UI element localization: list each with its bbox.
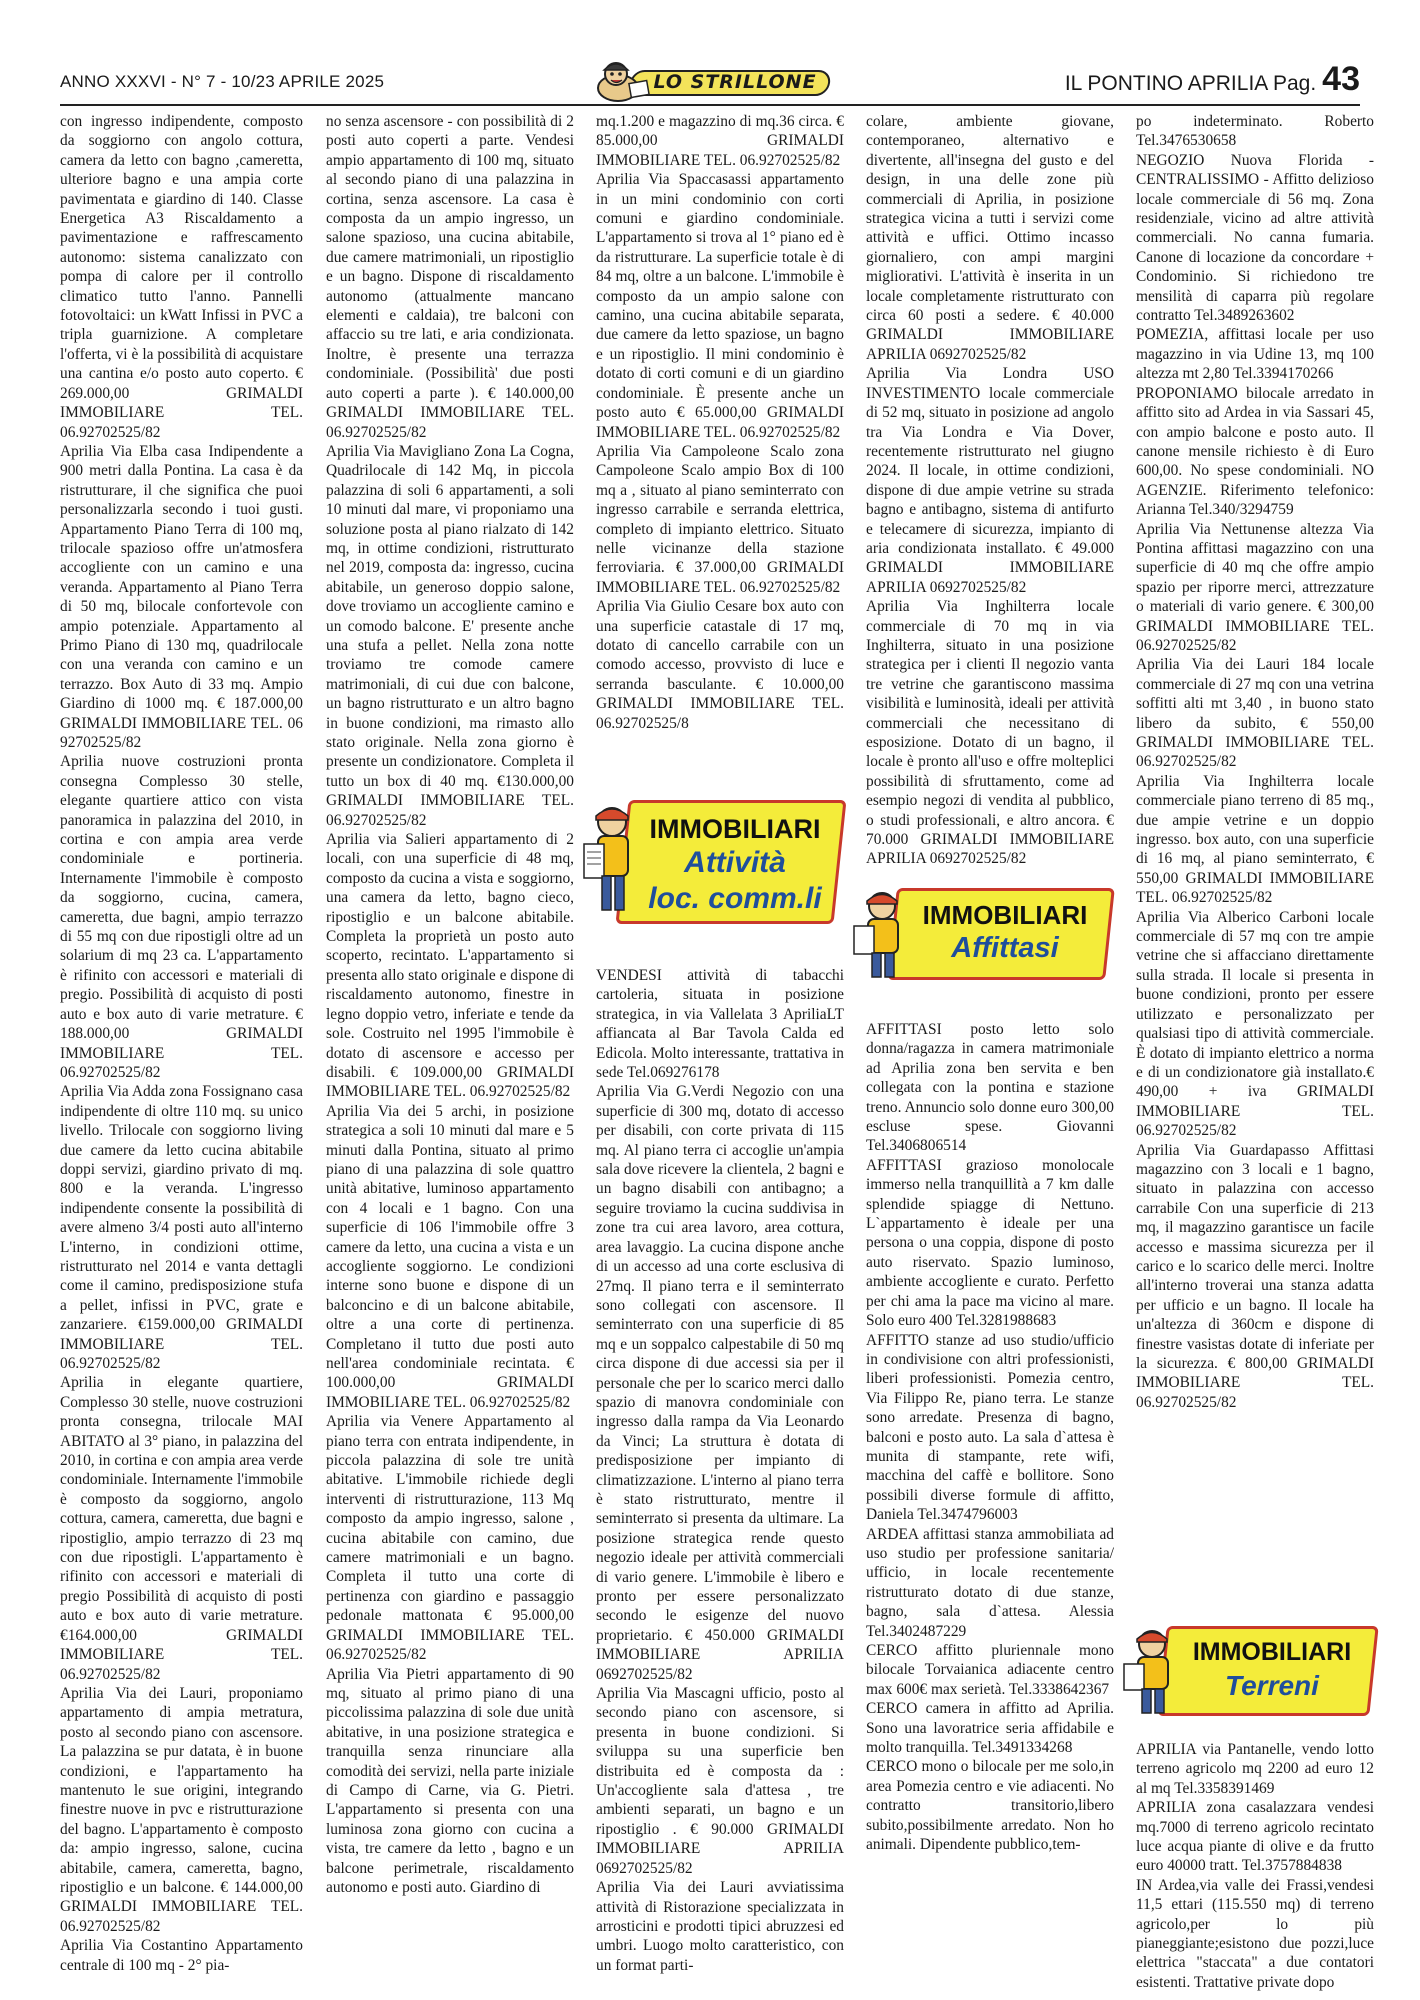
banner-title: IMMOBILIARI — [649, 814, 821, 844]
banner-subtitle: Attività — [684, 846, 786, 879]
listing: Aprilia Via Mascagni ufficio, posto al secondo piano con ascensore, si presenta in buone condizioni. Si sviluppa su una superficie ben distribuita ed è composta da : Un'accogliente sala d'attesa , tre ambienti separati, un bagno e un ripostiglio . € 90.000 GRIMALDI IMMOBILIARE APRILIA 0692702525/82 — [596, 1685, 844, 1877]
column-3-top — [596, 112, 844, 733]
column-3-bottom — [596, 966, 844, 1975]
listing: APRILIA via Pantanelle, vendo lotto terreno agricolo mq 2200 ad euro 12 al mq Tel.3358391469 — [1136, 1741, 1374, 1797]
banner-title: IMMOBILIARI — [1192, 1638, 1352, 1666]
listing: Aprilia Via dei 5 archi, in posizione strategica a soli 10 minuti dal mare e 5 minuti dalla Pontina, situato al primo piano di una palazzina di sole quattro unità abitative, luminoso appartamento con 4 locali e 1 bagno. Con una superficie di 106 l'immobile offre 3 camere da letto, una cucina a vista e un accogliente soggiorno. Le condizioni interne sono buone e dispone di un balconcino e di un balcone abitabile, oltre a una corte di pertinenza. Completano il tutto due posti auto nell'area condominiale recintata. € 100.000,00 GRIMALDI IMMOBILIARE TEL. 06.92702525/82 — [326, 1102, 574, 1411]
publication-name: IL PONTINO APRILIA Pag. — [1064, 72, 1317, 95]
listing: po indeterminato. Roberto Tel.3476530658 — [1136, 113, 1374, 150]
page-header — [60, 62, 1360, 102]
listing: AFFITTO stanze ad uso studio/ufficio in condivisione con altri professionisti, liberi professionisti. Pomezia centro, Via Filippo Re, piano terra. Le stanze sono arredate. Presenza di bagno, balconi e posto auto. La sala d`attesa è munita di stampante, rete wifi, macchina del caffè e bollitore. Sono possibili diverse formule di affitto, Daniela Tel.3474796003 — [866, 1331, 1114, 1524]
listing: Aprilia Via Guardapasso Affittasi magazzino con 3 locali e 1 bagno, situato in palazzina con accesso carrabile Con una superficie di 213 mq, il magazzino garantisce un facile accesso e massima sicurezza per il carico e lo scarico delle merci. Inoltre all'interno troverai una stanza adatta per ufficio e un bagno. Il locale ha un'altezza di 360cm e dispone di finestre vasistas dotate di inferiate per la sicurezza. € 800,00 GRIMALDI IMMOBILIARE TEL. 06.92702525/82 — [1136, 1141, 1374, 1411]
page-number: 43 — [1322, 60, 1360, 98]
listing: Aprilia Via Londra USO INVESTIMENTO locale commerciale di 52 mq, situato in posizione ad angolo tra Via Londra e Via Dover, recentemente ristrutturato nel giugno 2024. Il locale, in ottime condizioni, dispone di due ampie vetrine su strada bagno e antibagno, sistema di antifurto e telecamere di sicurezza, impianto di aria condizionata installato. € 49.000 GRIMALDI IMMOBILIARE APRILIA 0692702525/82 — [866, 365, 1114, 596]
listing: Aprilia Via Spaccasassi appartamento in un mini condominio con corti comuni e giardino condominiale. L'appartamento si trova al 1° piano ed è da ristrutturare. La superficie totale è di 84 mq, oltre a un balcone. L'immobile è composto da un ampio salone con camino, una cucina abitabile separata, due camere da letto spaziose, un bagno e un ripostiglio. Il mini condominio è dotato di corti comuni e di un giardino condominiale. È presente anche un posto auto € 65.000,00 GRIMALDI IMMOBILIARE TEL. 06.92702525/82 — [596, 171, 844, 441]
listing: Aprilia Via dei Lauri avviatissima attività di Ristorazione specializzata in arrosticini e prodotti tipici abruzzesi ed umbri. Luogo molto caratteristico, con un format parti- — [596, 1879, 844, 1974]
column-5-top — [1136, 112, 1374, 1412]
listing: Aprilia Via Nettunense altezza Via Pontina affittasi magazzino con una superficie di 40 mq che offre ampio spazio per riporre merci, attrezzature o materiali di vario genere. € 300,00 GRIMALDI IMMOBILIARE TEL. 06.92702525/82 — [1136, 520, 1374, 654]
listing: CERCO affitto pluriennale mono bilocale Torvaianica adiacente centro max 600€ max serietà. Tel.3338642367 — [866, 1642, 1114, 1698]
listing: Aprilia Via Inghilterra locale commerciale piano terreno di 85 mq., due ampie vetrine e un doppio ingresso. box auto, con una superficie di 16 mq, al piano seminterrato, € 550,00 GRIMALDI IMMOBILIARE TEL. 06.92702525/82 — [1136, 772, 1374, 907]
listing: no senza ascensore - con possibilità di 2 posti auto coperti a parte. Vendesi ampio appartamento di 100 mq, situato al secondo piano di una palazzina in cortina, senza ascensore. La casa è composta da un ampio ingresso, un salone spazioso, una cucina abitabile, due camere matrimoniali, un ripostiglio e un bagno. Dispone di riscaldamento autonomo (attualmente mancano elementi e caldaia), tre balconi con affaccio su tre lati, e aria condizionata. Inoltre, è presente una terrazza condominiale. (Possibilità' due posti auto coperti a parte ). € 140.000,00 GRIMALDI IMMOBILIARE TEL. 06.92702525/82 — [326, 113, 574, 441]
listing: Aprilia via Salieri appartamento di 2 locali, con una superficie di 48 mq, composto da cucina a vista e soggiorno, una camera da letto, bagno cieco, ripostiglio e un balcone abitabile. Completa la proprietà un posto auto scoperto, recintato. L'appartamento si presenta allo stato originale e dispone di riscaldamento autonomo, finestre in legno doppio vetro, inferiate e tende da sole. Costruito nel 1995 l'immobile è dotato di ascensore e accesso per disabili. € 109.000,00 GRIMALDI IMMOBILIARE TEL. 06.92702525/82 — [326, 831, 574, 1101]
listing: Aprilia Via Elba casa Indipendente a 900 metri dalla Pontina. La casa è da ristrutturare, il che significa che puoi personalizzarla secondo i tuoi gusti. Appartamento Piano Terra di 100 mq, trilocale spazioso offre un'atmosfera accogliente con un camino e una veranda. Appartamento al Piano Terra di 50 mq, bilocale confortevole con ampio potenziale. Appartamento al Primo Piano di 130 mq, quadrilocale con una veranda con camino e un terrazzo. Box Auto di 33 mq. Ampio Giardino di 1000 mq. € 187.000,00 GRIMALDI IMMOBILIARE TEL. 06 92702525/82 — [60, 442, 303, 751]
section-banner-affittasi — [848, 888, 1110, 980]
listing: PROPONIAMO bilocale arredato in affitto sito ad Ardea in via Sassari 45, con ampio balcone e posto auto. Il canone mensile richiesto è di Euro 600,00. No spese condominiali. NO AGENZIE. Riferimento telefonico: Arianna Tel.340/3294759 — [1136, 384, 1374, 519]
listing: Aprilia nuove costruzioni pronta consegna Complesso 30 stelle, elegante quartiere attico con vista panoramica in palazzina del 2010, in cortina e con ampia area verde condominiale e portineria. Internamente l'immobile è composto da soggiorno, cucina, camera, cameretta, due bagni, ampio terrazzo di 55 mq con due ripostigli oltre ad un solarium di mq 23 ca. L'appartamento è rifinito con accessori e materiali di pregio. Possibilità di acquisto di posti auto e box auto di varie metrature. € 188.000,00 GRIMALDI IMMOBILIARE TEL. 06.92702525/82 — [60, 753, 303, 1081]
listing: AFFITTASI posto letto solo donna/ragazza in camera matrimoniale ad Aprilia zona ben servita e ben collegata con la pontina e stazione treno. Annuncio solo donne euro 300,00 escluse spese. Giovanni Tel.3406806514 — [866, 1021, 1114, 1155]
column-4-bottom — [866, 1020, 1114, 1854]
banner-subtitle: Affittasi — [951, 932, 1059, 964]
listing: Aprilia Via dei Lauri, proponiamo appartamento di ampia metratura, posto al secondo piano con ascensore. La palazzina se pur datata, è in buone condizioni, e l'appartamento ha mantenuto le sue origini, integrando finestre nuove in pvc e ristrutturazione del bagno. L'appartamento è composto da: ampio ingresso, salone, cucina abitabile, camera, cameretta, bagno, ripostiglio e un balcone. € 144.000,00 GRIMALDI IMMOBILIARE TEL. 06.92702525/82 — [60, 1684, 303, 1935]
listing: Aprilia Via Alberico Carboni locale commerciale di 57 mq con tre ampie vetrine che si affacciano direttamente sulla strada. Il locale si presenta in buone condizioni, pronto per essere utilizzato e personalizzato per qualsiasi tipo di attività commerciale. È dotato di impianto elettrico a norma e di un condizionatore già installato.€ 490,00 + iva GRIMALDI IMMOBILIARE TEL. 06.92702525/82 — [1136, 908, 1374, 1140]
listing: Aprilia Via Adda zona Fossignano casa indipendente di oltre 110 mq. su unico livello. Trilocale con soggiorno living due camere da letto cucina abitabile doppi servizi, giardino privato di mq. 800 e la veranda. L'ingresso indipendente consente la possibilità di avere almeno 3/4 posti auto all'interno L'interno, in condizioni ottime, ristrutturato nel 2014 e vanta dettagli come il camino, predisposizione stufa a pellet, infissi in PVC, grate e zanzariere. €159.000,00 GRIMALDI IMMOBILIARE TEL. 06.92702525/82 — [60, 1083, 303, 1372]
logo-wordmark: LO STRILLONE — [653, 71, 817, 93]
section-banner-terreni — [1118, 1626, 1374, 1716]
listing: Aprilia Via Giulio Cesare box auto con una superficie catastale di 17 mq, dotato di cancello carrabile con un comodo accesso, provvisto di luce e serranda basculante. € 10.000,00 GRIMALDI IMMOBILIARE TEL. 06.92702525/8 — [596, 598, 844, 732]
listing: Aprilia Via Campoleone Scalo zona Campoleone Scalo ampio Box di 100 mq a , situato al piano seminterrato con ingresso carrabile e serranda elettrica, completo di impianto elettrico. Situato nelle vicinanze della stazione ferroviaria. € 37.000,00 GRIMALDI IMMOBILIARE TEL. 06.92702525/82 — [596, 442, 844, 596]
listing: AFFITTASI grazioso monolocale immerso nella tranquillità a 7 km dalle splendide spiagge di Nettuno. L`appartamento è ideale per una persona o una coppia, dispone di posto auto riservato. Spazio luminoso, ambiente accogliente e curato. Perfetto per chi ama la pace ma vicino al mare. Solo euro 400 Tel.3281988683 — [866, 1156, 1114, 1330]
issue-info: ANNO XXXVI - N° 7 - 10/23 APRILE 2025 — [60, 72, 385, 91]
listing: CERCO camera in affitto ad Aprilia. Sono una lavoratrice seria affidabile e molto tranquilla. Tel.3491334268 — [866, 1700, 1114, 1757]
listing: POMEZIA, affittasi locale per uso magazzino in via Udine 13, mq 100 altezza mt 2,80 Tel.3394170266 — [1136, 326, 1374, 383]
listing: colare, ambiente giovane, contemporaneo, alternativo e divertente, all'insegna del gusto e del design, in una delle zone più commerciali di Aprilia, in posizione strategica vicina a tutti i servizi come attività e uffici. Ottimo incasso giornaliero, con ampi margini migliorativi. L'attività è inserita in un locale completamente ristrutturato con circa 60 posti a sedere. € 40.000 GRIMALDI IMMOBILIARE APRILIA 0692702525/82 — [866, 113, 1114, 363]
header-rule — [60, 104, 1360, 106]
listing: IN Ardea,via valle dei Frassi,vendesi 11,5 ettari (115.550 mq) di terreno agricolo,per lo più pianeggiante;esistono due pozzi,luce elettrica "staccata" a due contatori esistenti. Trattative private dopo — [1136, 1876, 1374, 1991]
listing: Aprilia in elegante quartiere, Complesso 30 stelle, nuove costruzioni pronta consegna, trilocale MAI ABITATO al 3° piano, in palazzina del 2010, in cortina e con ampia area verde condominiale. Internamente l'immobile è composto da soggiorno, angolo cottura, camera, cameretta, due bagni e ripostiglio, ampio terrazzo di 23 mq con due ripostigli. L'appartamento è rifinito con accessori e materiali di pregio Possibilità di acquisto di posti auto e box auto di varie metrature. €164.000,00 GRIMALDI IMMOBILIARE TEL. 06.92702525/82 — [60, 1374, 303, 1683]
listing: APRILIA zona casalazzara vendesi mq.7000 di terreno agricolo recintato luce acqua piante di olive e da frutto euro 40000 tratt. Tel.3757884838 — [1136, 1799, 1374, 1875]
newsboy-mascot-icon — [590, 58, 656, 104]
listing: Aprilia Via Costantino Appartamento centrale di 100 mq - 2° pia- — [60, 1937, 303, 1974]
listing: VENDESI attività di tabacchi cartoleria, situata in posizione strategica, in via Vallelata 3 ApriliaLT affiancata al Bar Tavola Calda ed Edicola. Molto interessante, trattativa in sede Tel.069276178 — [596, 967, 844, 1082]
column-5-bottom — [1136, 1740, 1374, 1992]
listing: Aprilia Via Mavigliano Zona La Cogna, Quadrilocale di 142 Mq, in piccola palazzina di soli 6 appartamenti, a soli 10 minuti dal mare, vi proponiamo una soluzione posta al piano rialzato di 142 mq, in ottime condizioni, ristrutturato nel 2019, composta da: ingresso, cucina abitabile, un generoso doppio salone, dove troviamo un accogliente camino e un comodo balcone. E' presente anche una stufa a pellet. Nella zona notte troviamo tre comode camere matrimoniali, di cui due con balcone, un bagno ristrutturato e un altro bagno in buone condizioni, ma rimasto allo stato originale. Nella zona giorno è presente un condizionatore. Completa il tutto un box di 40 mq. €130.000,00 GRIMALDI IMMOBILIARE TEL. 06.92702525/82 — [326, 442, 574, 829]
newspaper-logo — [590, 58, 830, 102]
listing: ARDEA affittasi stanza ammobiliata ad uso studio per professione sanitaria/ ufficio, in locale recentemente ristrutturato dotato di due stanze, bagno, sala d`attesa. Alessia Tel.3402487229 — [866, 1525, 1114, 1640]
listing: Aprilia Via dei Lauri 184 locale commerciale di 27 mq con una vetrina soffitti alti mt 3,40 , in buono stato libero da subito, € 550,00 GRIMALDI IMMOBILIARE TEL. 06.92702525/82 — [1136, 656, 1374, 771]
listing: NEGOZIO Nuova Florida - CENTRALISSIMO - Affitto delizioso locale commerciale di 56 mq. Zona residenziale, vicino ad altre attività commerciali. No canna fumaria. Canone di locazione da concordare + Condominio. Si richiedono tre mensilità di caparra più regolare contratto Tel.3489263602 — [1136, 151, 1374, 325]
listing: mq.1.200 e magazzino di mq.36 circa. € 85.000,00 GRIMALDI IMMOBILIARE TEL. 06.92702525/82 — [596, 113, 844, 169]
listing: CERCO mono o bilocale per me solo,in area Pomezia centro e vie adiacenti. No contratto transitorio,libero subito,possibilmente arredato. Non ho animali. Dipendente pubblico,tem- — [866, 1758, 1114, 1854]
publication-info — [1065, 62, 1360, 96]
column-4-top — [866, 112, 1114, 869]
listing: Aprilia via Venere Appartamento al piano terra con entrata indipendente, in piccola palazzina di sole tre unità abitative. L'immobile richiede degli interventi di ristrutturazione, 113 Mq composto da ampio ingresso, salone , cucina abitabile con camino, due camere matrimoniali e un bagno. Completa il tutto una corte di pertinenza con giardino e passaggio pedonale mattonata € 95.000,00 GRIMALDI IMMOBILIARE TEL. 06.92702525/82 — [326, 1413, 574, 1664]
section-banner-attivita — [578, 800, 840, 924]
banner-title: IMMOBILIARI — [922, 900, 1088, 930]
column-2 — [326, 112, 574, 1897]
listing: con ingresso indipendente, composto da soggiorno con angolo cottura, camera da letto con bagno ,cameretta, ulteriore bagno e una ampia corte pavimentata e giardino di 140. Classe Energetica A3 Riscaldamento a pavimentazione e raffrescamento autonomo: sistema canalizzato con pompa di calore per il controllo climatico tutto l'anno. Pannelli fotovoltaici: un kWatt Infissi in PVC a tripla guarnizione. A completare l'offerta, vi è la possibilità di acquistare una cantina e/o posto auto coperto. € 269.000,00 GRIMALDI IMMOBILIARE TEL. 06.92702525/82 — [60, 113, 303, 441]
listing: Aprilia Via Inghilterra locale commerciale di 70 mq in via Inghilterra, situato in una posizione strategica per i clienti Il negozio vanta tre vetrine che garantiscono massima visibilità e luminosità, ideali per attività commerciali che necessitano di esposizione. Dotato di un bagno, il locale è pronto all'uso e offre molteplici possibilità di sfruttamento, come ad esempio negozi di vendita al pubblico, o studi professionali, e altro ancora. € 70.000 GRIMALDI IMMOBILIARE APRILIA 0692702525/82 — [866, 598, 1114, 868]
banner-subtitle: Terreni — [1225, 1670, 1319, 1701]
column-1 — [60, 112, 303, 1975]
listing: Aprilia Via G.Verdi Negozio con una superficie di 300 mq, dotato di accesso per disabili, con corte privata di 115 mq. Al piano terra ci accoglie un'ampia sala dove ricevere la clientela, 2 bagni e un bagno disabili con antibagno; a seguire troviamo la cucina suddivisa in zone tra cui area lavoro, area cottura, area lavaggio. La cucina dispone anche di un accesso ad una corte esclusiva di 27mq. Il piano terra e il seminterrato sono collegati con ascensore. Il seminterrato con una superficie di 85 mq e un soppalco calpestabile di 50 mq circa dispone di due accessi sia per il personale che per lo scarico merci dallo spazio di manovra condominiale con ingresso dalla rampa da Via Leonardo da Vinci; La struttura è dotata di predisposizione per impianto di climatizzazione. L'interno al piano terra è stato ristrutturato, mentre il seminterrato si presenta da ultimare. La posizione strategica rende questo negozio ideale per attività commerciali di vario genere. L'immobile è libero e pronto per essere personalizzato secondo le esigenze del nuovo proprietario. € 450.000 GRIMALDI IMMOBILIARE APRILIA 0692702525/82 — [596, 1083, 844, 1683]
listing: Aprilia Via Pietri appartamento di 90 mq, situato al primo piano di una piccolissima palazzina di sole due unità abitative, in una posizione strategica e tranquilla senza rinunciare alla comodità dei servizi, nella parte iniziale di Campo di Carne, via G. Pietri. L'appartamento si presenta con una luminosa zona giorno con cucina a vista, tre camere da letto , bagno e un balcone perimetrale, riscaldamento autonomo e posti auto. Giardino di — [326, 1665, 574, 1896]
banner-subtitle-2: loc. comm.li — [648, 882, 822, 915]
